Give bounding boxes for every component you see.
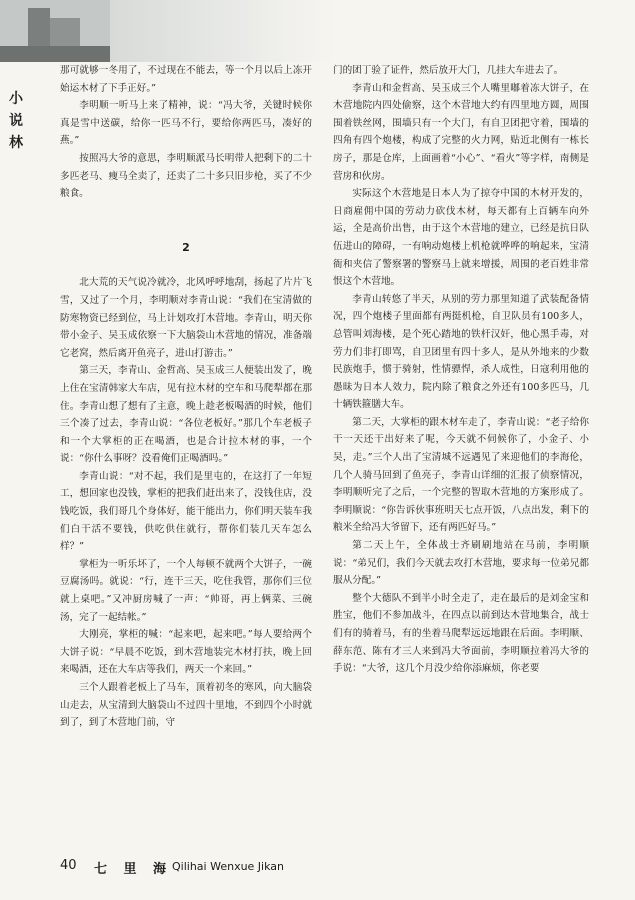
paragraph: 北大荒的天气说冷就冷，北风呼呼地刮，扬起了片片飞雪，又过了一个月，李明顺对李青山说：“我们在宝清做的防寒物资已经到位，马上计划攻打木营地。李青山，明天你带小金子、吴玉成依察一下大脑袋山木营地的情况，准备端它老窝，然后离开鱼亮子，进山打游击。” xyxy=(60,277,312,359)
paragraph: 门的团丁验了证件，然后放开大门，几挂大车进去了。 xyxy=(333,65,564,76)
section-number: 2 xyxy=(182,240,190,254)
paragraph: 整个大德队不到半小时全走了，走在最后的是刘金宝和胜宝，他们不参加战斗，在四点以前到达木营地集合，战士们有的骑着马，有的坐着马爬犁远远地跟在后面。李明顺、薛东范、陈有才三人来到冯大爷面前，李明顺拉着冯大爷的手说：“大爷，这几个月没少给你添麻烦，你老要 xyxy=(333,592,589,675)
left-column xyxy=(60,62,312,732)
paragraph: 第二天上午，全体战士齐刷刷地站在马前，李明顺说：“弟兄们，我们今天就去攻打木营地，要求每一位弟兄都服从分配。” xyxy=(333,540,589,587)
section-label-char: 小 xyxy=(9,91,23,107)
paragraph: 李明顺一听马上来了精神，说：“冯大爷，关键时候你真是雪中送碳，给你一匹马不行，要给你两匹马，凑好的燕。” xyxy=(60,100,312,147)
paragraph: 掌柜为一听乐坏了，一个人每顿不就两个大饼子，一碗豆腐汤吗。就说：“行，连干三天，吃住我管，那你们三位就上桌吧。”又冲厨房喊了一声：“帅哥，再上俩菜、三碗汤，完了一起结帐。” xyxy=(60,558,312,623)
paragraph: 李青山转悠了半天，从别的劳力那里知道了武装配备情况，四个炮楼子里面都有两挺机枪，自卫队员有100多人，总管叫刘海楼，是个死心踏地的铁杆汉奸，他心黑手毒，对劳力们非打即骂，自卫团里有四十多人，是从外地来的少数民族炮手，惯于骑射，性情骠悍，杀人成性，日寇利用他的愚昧为日本人效力，院内除了粮食之外还有100多匹马，几十辆铁箍膳大车。 xyxy=(333,293,589,411)
magazine-pinyin: Qilihai Wenxue Jikan xyxy=(172,860,284,873)
paragraph: 李青山说：“对不起，我们是里屯的，在这打了一年短工，想回家也没钱，掌柜的把我们赶出来了，没钱住店，没钱吃饭，我们哥几个身体好，能干能出力，你们明天装车我们白干活不要钱，供吃供住就行，帮你们装几天车怎么样？” xyxy=(60,470,312,553)
section-label-char: 林 xyxy=(9,135,23,151)
page-footer xyxy=(60,858,360,880)
paragraph: 李青山和金哲高、吴玉成三个人嘴里嘟着冻大饼子，在木营地院内四处偷察，这个木营地大约有四里地方圆，周围围着铁丝网，围墙只有一个大门，有自卫团把守着，围墙的四角有四个炮楼，构成了完整的火力网，贴近北侧有一栋长房子，那是仓库，上面画着“小心”、“看火”等字样，南侧是营房和伙房。 xyxy=(333,82,589,182)
paragraph: 第二天，大掌柜的跟木材车走了，李青山说：“老子给你干一天还干出好来了呢，今天就不伺候你了，小金子、小吴，走。”三个人出了宝清城不远遇见了来迎他们的李海伦，几个人骑马回到了鱼亮子，李青山详细的汇报了侦察情况，李明顺听完了之后，一个完整的智取木营地的方案形成了。李明顺说：“你告诉伙事班明天七点开饭，八点出发，剩下的粮米全给冯大爷留下，还有两匹好马。” xyxy=(333,416,589,534)
paragraph: 第三天，李青山、金哲高、吴玉成三人便装出发了，晚上住在宝清韩家大车店，见有拉木材的空车和马爬犁都在那住。李青山想了想有了主意，晚上趁老板喝酒的时候，他们三个凑了过去，李青山说：“各位老板好。”那几个车老板子和一个大掌柜的正在喝酒，也是合计拉木材的事，一个说：“你什么事呀？没看俺们正喝酒吗。” xyxy=(60,365,312,465)
magazine-name: 七 里 海 xyxy=(94,862,173,877)
paragraph: 实际这个木营地是日本人为了掠夺中国的木材开发的，日商雇佣中国的劳动力砍伐木材，每天都有上百辆车向外运，全是高价出售，由于这个木营地的建立，已经是抗日队伍进山的障碍，一有响动炮楼上机枪就哗哗的响起来，宝清衙和夹信了警察署的警察马上就来增援，周围的老百姓非常恨这个木营地。 xyxy=(333,188,589,288)
paragraph: 那可就够一冬用了，不过现在不能去，等一个月以后上冻开始运木材了下手正好。” xyxy=(60,65,312,94)
paragraph: 按照冯大爷的意思，李明顺派马长明带人把剩下的二十多匹老马、瘦马全卖了，还卖了二十多只旧步枪，买了不少粮食。 xyxy=(60,152,312,200)
paragraph: 三个人跟着老板上了马车，顶着初冬的寒风，向大脑袋山走去，从宝清到大脑袋山不过四十里地，不到四个小时就到了，到了木营地门前，守 xyxy=(60,682,312,729)
header-photo xyxy=(0,0,110,62)
section-label xyxy=(6,88,26,154)
right-column xyxy=(333,62,589,678)
paragraph: 大刚亮，掌柜的喊：“起来吧，起来吧。”每人要给两个大饼子说：“早晨不吃饭，到木营地装完木材打扶，晚上回来喝酒，还在大车店等我们，两天一个来回。” xyxy=(60,629,312,676)
section-label-char: 说 xyxy=(9,113,23,129)
page-number: 40 xyxy=(60,858,77,873)
